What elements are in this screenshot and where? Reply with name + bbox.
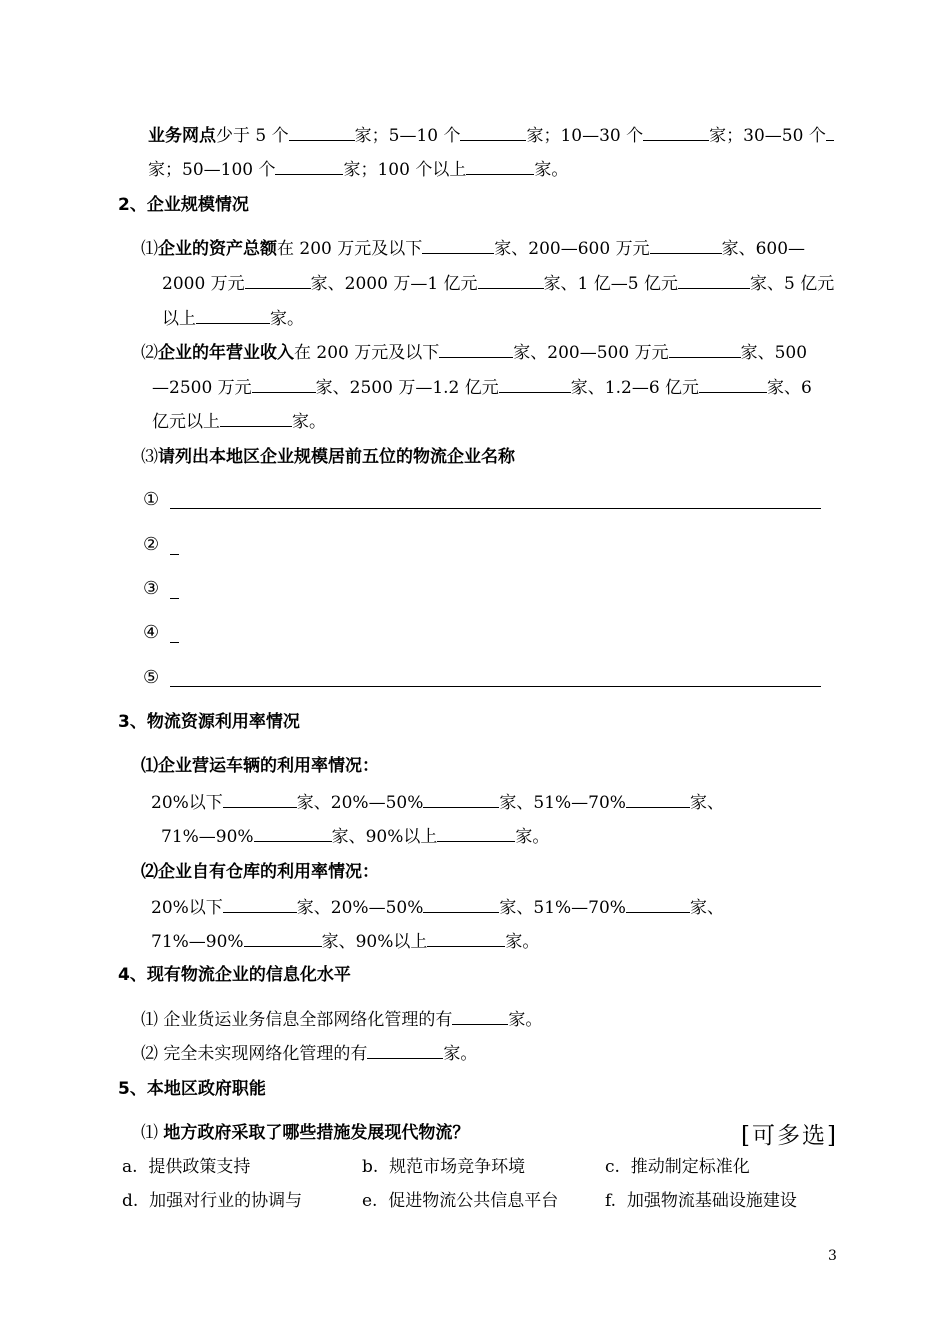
rank-item-3: ③	[143, 578, 160, 599]
blank-field[interactable]	[699, 376, 767, 393]
rank-item-1: ①	[143, 489, 160, 510]
section-5-title: 5、本地区政府职能	[118, 1079, 266, 1099]
option-f[interactable]: f. 加强物流基础设施建设	[605, 1191, 797, 1211]
rank-item-4: ④	[143, 622, 160, 643]
s3-q1-line-2: 71%—90% 家、90%以上 家。	[161, 827, 550, 847]
rank-input-2[interactable]	[170, 542, 179, 555]
rank-item-5: ⑤	[143, 667, 160, 688]
blank-field[interactable]	[499, 376, 571, 393]
blank-field[interactable]	[289, 124, 355, 141]
blank-field[interactable]	[460, 124, 526, 141]
blank-field[interactable]	[223, 791, 297, 808]
rank-item-2: ②	[143, 534, 160, 555]
s3-q2-line-1: 20%以下 家、20%—50% 家、51%—70% 家、	[151, 898, 724, 918]
s2-q2-line-2: —2500 万元 家、2500 万—1.2 亿元 家、1.2—6 亿元 家、6	[152, 378, 812, 398]
option-e[interactable]: e. 促进物流公共信息平台	[362, 1191, 559, 1211]
s4-q1: ⑴ 企业货运业务信息全部网络化管理的有 家。	[141, 1010, 543, 1030]
s2-q1-line-2: 2000 万元 家、2000 万—1 亿元 家、1 亿—5 亿元 家、5 亿元	[162, 274, 835, 294]
blank-field[interactable]	[678, 272, 750, 289]
section-4-title: 4、现有物流企业的信息化水平	[118, 965, 351, 985]
section-2-title: 2、企业规模情况	[118, 195, 249, 215]
rank-input-4[interactable]	[170, 630, 179, 643]
blank-field[interactable]	[367, 1042, 443, 1059]
rank-input-1[interactable]	[170, 496, 821, 509]
blank-field[interactable]	[826, 124, 834, 141]
blank-field[interactable]	[643, 124, 709, 141]
page-number: 3	[828, 1248, 837, 1264]
branches-label: 业务网点	[148, 126, 216, 146]
s2-q3-title: ⑶请列出本地区企业规模居前五位的物流企业名称	[141, 447, 515, 467]
blank-field[interactable]	[439, 341, 513, 358]
s3-q1-line-1: 20%以下 家、20%—50% 家、51%—70% 家、	[151, 793, 724, 813]
s2-q1-line-1: ⑴企业的资产总额在 200 万元及以下 家、200—600 万元 家、600—	[141, 239, 806, 259]
blank-field[interactable]	[427, 930, 505, 947]
blank-field[interactable]	[422, 237, 494, 254]
blank-field[interactable]	[437, 825, 515, 842]
blank-field[interactable]	[423, 791, 499, 808]
rank-input-5[interactable]	[170, 674, 821, 687]
option-a[interactable]: a. 提供政策支持	[122, 1157, 251, 1177]
blank-field[interactable]	[669, 341, 741, 358]
blank-field[interactable]	[626, 791, 690, 808]
blank-field[interactable]	[466, 158, 534, 175]
rank-input-3[interactable]	[170, 586, 179, 599]
blank-field[interactable]	[254, 825, 332, 842]
s3-q1-title: ⑴企业营运车辆的利用率情况：	[141, 756, 379, 776]
branches-line-1: 业务网点少于 5 个 家；5—10 个 家；10—30 个 家；30—50 个	[148, 124, 834, 147]
s3-q2-title: ⑵企业自有仓库的利用率情况：	[141, 862, 379, 882]
s4-q2: ⑵ 完全未实现网络化管理的有 家。	[141, 1044, 478, 1064]
blank-field[interactable]	[626, 896, 690, 913]
blank-field[interactable]	[423, 896, 499, 913]
s2-q2-line-1: ⑵企业的年营业收入在 200 万元及以下 家、200—500 万元 家、500	[141, 343, 808, 363]
s2-q2-line-3: 亿元以上 家。	[152, 412, 326, 432]
blank-field[interactable]	[196, 307, 270, 324]
branches-line-2b: 家；50—100 个 家；100 个以上 家。	[148, 160, 569, 180]
blank-field[interactable]	[245, 272, 311, 289]
option-d[interactable]: d. 加强对行业的协调与	[122, 1191, 303, 1211]
option-c[interactable]: c. 推动制定标准化	[605, 1157, 750, 1177]
blank-field[interactable]	[223, 896, 297, 913]
blank-field[interactable]	[252, 376, 316, 393]
s3-q2-line-2: 71%—90% 家、90%以上 家。	[151, 932, 540, 952]
section-3-title: 3、物流资源利用率情况	[118, 712, 300, 732]
option-b[interactable]: b. 规范市场竞争环境	[362, 1157, 526, 1177]
multi-select-tag: [可多选]	[741, 1123, 838, 1149]
blank-field[interactable]	[452, 1008, 508, 1025]
s5-q1-title: ⑴ 地方政府采取了哪些措施发展现代物流？	[141, 1123, 470, 1143]
blank-field[interactable]	[478, 272, 544, 289]
blank-field[interactable]	[220, 410, 292, 427]
s2-q1-line-3: 以上 家。	[162, 309, 304, 329]
blank-field[interactable]	[650, 237, 722, 254]
blank-field[interactable]	[275, 158, 343, 175]
blank-field[interactable]	[244, 930, 322, 947]
